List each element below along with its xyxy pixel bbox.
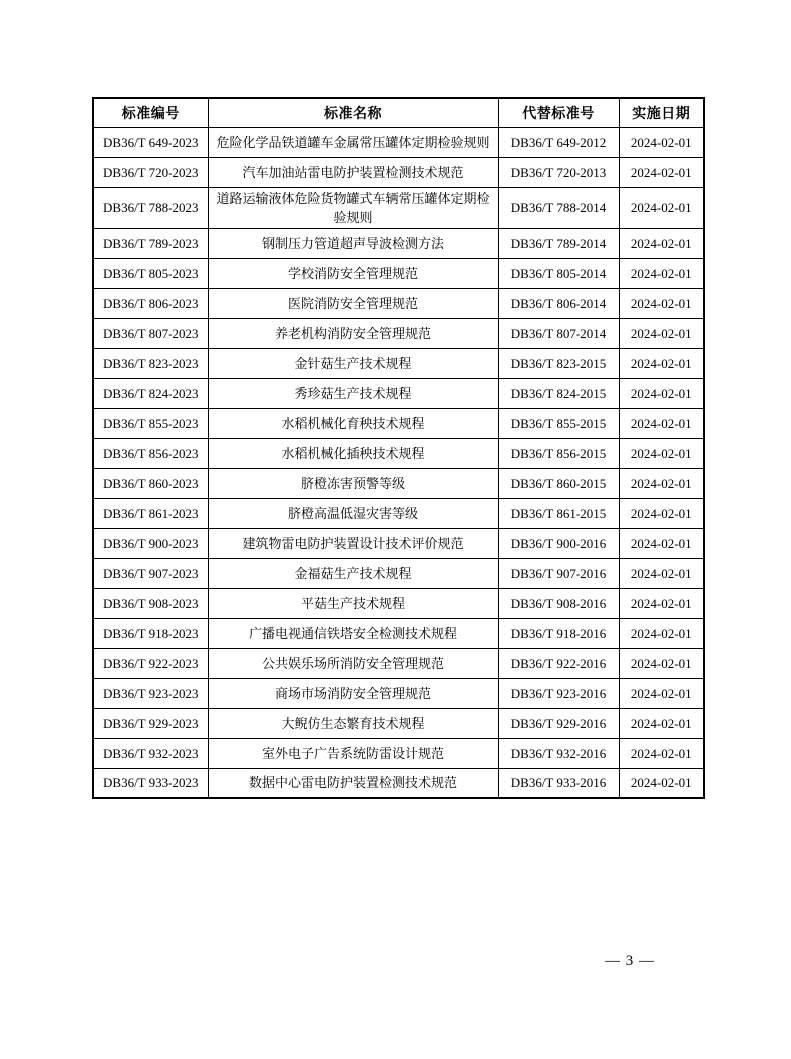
cell-replaced-standard-number: DB36/T 932-2016 (498, 738, 619, 768)
cell-standard-number: DB36/T 649-2023 (93, 127, 208, 157)
cell-replaced-standard-number: DB36/T 860-2015 (498, 468, 619, 498)
cell-standard-number: DB36/T 900-2023 (93, 528, 208, 558)
cell-standard-name: 钢制压力管道超声导波检测方法 (208, 228, 498, 258)
cell-implementation-date: 2024-02-01 (619, 127, 704, 157)
cell-standard-name: 公共娱乐场所消防安全管理规范 (208, 648, 498, 678)
cell-standard-number: DB36/T 855-2023 (93, 408, 208, 438)
col-header-standard-name: 标准名称 (208, 98, 498, 127)
cell-standard-name: 广播电视通信铁塔安全检测技术规程 (208, 618, 498, 648)
cell-standard-name: 商场市场消防安全管理规范 (208, 678, 498, 708)
cell-replaced-standard-number: DB36/T 649-2012 (498, 127, 619, 157)
table-header-row (93, 98, 704, 127)
cell-standard-name: 平菇生产技术规程 (208, 588, 498, 618)
cell-standard-number: DB36/T 923-2023 (93, 678, 208, 708)
cell-replaced-standard-number: DB36/T 824-2015 (498, 378, 619, 408)
cell-standard-name: 危险化学品铁道罐车金属常压罐体定期检验规则 (208, 127, 498, 157)
cell-standard-name: 学校消防安全管理规范 (208, 258, 498, 288)
cell-standard-name: 医院消防安全管理规范 (208, 288, 498, 318)
cell-replaced-standard-number: DB36/T 807-2014 (498, 318, 619, 348)
cell-implementation-date: 2024-02-01 (619, 378, 704, 408)
cell-standard-name: 水稻机械化育秧技术规程 (208, 408, 498, 438)
cell-replaced-standard-number: DB36/T 929-2016 (498, 708, 619, 738)
col-header-standard-number: 标准编号 (93, 98, 208, 127)
cell-replaced-standard-number: DB36/T 856-2015 (498, 438, 619, 468)
cell-implementation-date: 2024-02-01 (619, 738, 704, 768)
cell-implementation-date: 2024-02-01 (619, 648, 704, 678)
table-row (93, 708, 704, 738)
cell-implementation-date: 2024-02-01 (619, 588, 704, 618)
table-row (93, 378, 704, 408)
table-row (93, 318, 704, 348)
cell-standard-number: DB36/T 788-2023 (93, 187, 208, 228)
cell-implementation-date: 2024-02-01 (619, 498, 704, 528)
cell-implementation-date: 2024-02-01 (619, 768, 704, 798)
cell-implementation-date: 2024-02-01 (619, 187, 704, 228)
cell-replaced-standard-number: DB36/T 900-2016 (498, 528, 619, 558)
cell-standard-number: DB36/T 933-2023 (93, 768, 208, 798)
cell-standard-number: DB36/T 805-2023 (93, 258, 208, 288)
cell-standard-name: 秀珍菇生产技术规程 (208, 378, 498, 408)
cell-replaced-standard-number: DB36/T 861-2015 (498, 498, 619, 528)
cell-standard-name: 数据中心雷电防护装置检测技术规范 (208, 768, 498, 798)
page-number: — 3 — (605, 953, 655, 969)
cell-implementation-date: 2024-02-01 (619, 618, 704, 648)
cell-replaced-standard-number: DB36/T 918-2016 (498, 618, 619, 648)
standards-table-body (93, 127, 704, 798)
table-row (93, 348, 704, 378)
cell-replaced-standard-number: DB36/T 922-2016 (498, 648, 619, 678)
cell-standard-number: DB36/T 860-2023 (93, 468, 208, 498)
cell-replaced-standard-number: DB36/T 933-2016 (498, 768, 619, 798)
cell-standard-name: 脐橙高温低湿灾害等级 (208, 498, 498, 528)
cell-standard-name: 大鲵仿生态繁育技术规程 (208, 708, 498, 738)
table-row (93, 678, 704, 708)
cell-standard-name: 建筑物雷电防护装置设计技术评价规范 (208, 528, 498, 558)
table-row (93, 528, 704, 558)
cell-standard-number: DB36/T 789-2023 (93, 228, 208, 258)
cell-standard-number: DB36/T 907-2023 (93, 558, 208, 588)
table-row (93, 408, 704, 438)
cell-standard-number: DB36/T 720-2023 (93, 157, 208, 187)
table-row (93, 438, 704, 468)
cell-replaced-standard-number: DB36/T 805-2014 (498, 258, 619, 288)
cell-standard-number: DB36/T 922-2023 (93, 648, 208, 678)
cell-implementation-date: 2024-02-01 (619, 468, 704, 498)
cell-implementation-date: 2024-02-01 (619, 678, 704, 708)
cell-implementation-date: 2024-02-01 (619, 348, 704, 378)
table-row (93, 157, 704, 187)
cell-standard-name: 汽车加油站雷电防护装置检测技术规范 (208, 157, 498, 187)
table-row (93, 127, 704, 157)
cell-implementation-date: 2024-02-01 (619, 288, 704, 318)
cell-standard-name: 金福菇生产技术规程 (208, 558, 498, 588)
cell-standard-number: DB36/T 807-2023 (93, 318, 208, 348)
cell-standard-number: DB36/T 824-2023 (93, 378, 208, 408)
cell-standard-number: DB36/T 806-2023 (93, 288, 208, 318)
table-row (93, 648, 704, 678)
cell-implementation-date: 2024-02-01 (619, 318, 704, 348)
col-header-implementation-date: 实施日期 (619, 98, 704, 127)
cell-replaced-standard-number: DB36/T 923-2016 (498, 678, 619, 708)
cell-standard-number: DB36/T 823-2023 (93, 348, 208, 378)
cell-standard-number: DB36/T 918-2023 (93, 618, 208, 648)
cell-implementation-date: 2024-02-01 (619, 157, 704, 187)
cell-standard-number: DB36/T 861-2023 (93, 498, 208, 528)
cell-standard-name: 养老机构消防安全管理规范 (208, 318, 498, 348)
cell-standard-name: 脐橙冻害预警等级 (208, 468, 498, 498)
cell-implementation-date: 2024-02-01 (619, 708, 704, 738)
cell-standard-number: DB36/T 932-2023 (93, 738, 208, 768)
cell-replaced-standard-number: DB36/T 788-2014 (498, 187, 619, 228)
cell-replaced-standard-number: DB36/T 806-2014 (498, 288, 619, 318)
cell-standard-name: 室外电子广告系统防雷设计规范 (208, 738, 498, 768)
table-row (93, 228, 704, 258)
cell-implementation-date: 2024-02-01 (619, 408, 704, 438)
cell-implementation-date: 2024-02-01 (619, 438, 704, 468)
cell-implementation-date: 2024-02-01 (619, 558, 704, 588)
cell-standard-number: DB36/T 929-2023 (93, 708, 208, 738)
cell-standard-name: 道路运输液体危险货物罐式车辆常压罐体定期检验规则 (208, 187, 498, 228)
table-row (93, 618, 704, 648)
cell-implementation-date: 2024-02-01 (619, 258, 704, 288)
cell-replaced-standard-number: DB36/T 823-2015 (498, 348, 619, 378)
cell-replaced-standard-number: DB36/T 907-2016 (498, 558, 619, 588)
table-row (93, 588, 704, 618)
table-row (93, 187, 704, 228)
table-row (93, 768, 704, 798)
table-row (93, 738, 704, 768)
cell-standard-number: DB36/T 856-2023 (93, 438, 208, 468)
col-header-replaced-standard-number: 代替标准号 (498, 98, 619, 127)
cell-standard-name: 金针菇生产技术规程 (208, 348, 498, 378)
cell-replaced-standard-number: DB36/T 789-2014 (498, 228, 619, 258)
table-row (93, 558, 704, 588)
cell-replaced-standard-number: DB36/T 855-2015 (498, 408, 619, 438)
cell-replaced-standard-number: DB36/T 908-2016 (498, 588, 619, 618)
cell-implementation-date: 2024-02-01 (619, 228, 704, 258)
table-row (93, 498, 704, 528)
cell-implementation-date: 2024-02-01 (619, 528, 704, 558)
cell-standard-name: 水稻机械化插秧技术规程 (208, 438, 498, 468)
table-row (93, 288, 704, 318)
table-row (93, 258, 704, 288)
cell-replaced-standard-number: DB36/T 720-2013 (498, 157, 619, 187)
standards-table (92, 97, 705, 799)
table-row (93, 468, 704, 498)
cell-standard-number: DB36/T 908-2023 (93, 588, 208, 618)
